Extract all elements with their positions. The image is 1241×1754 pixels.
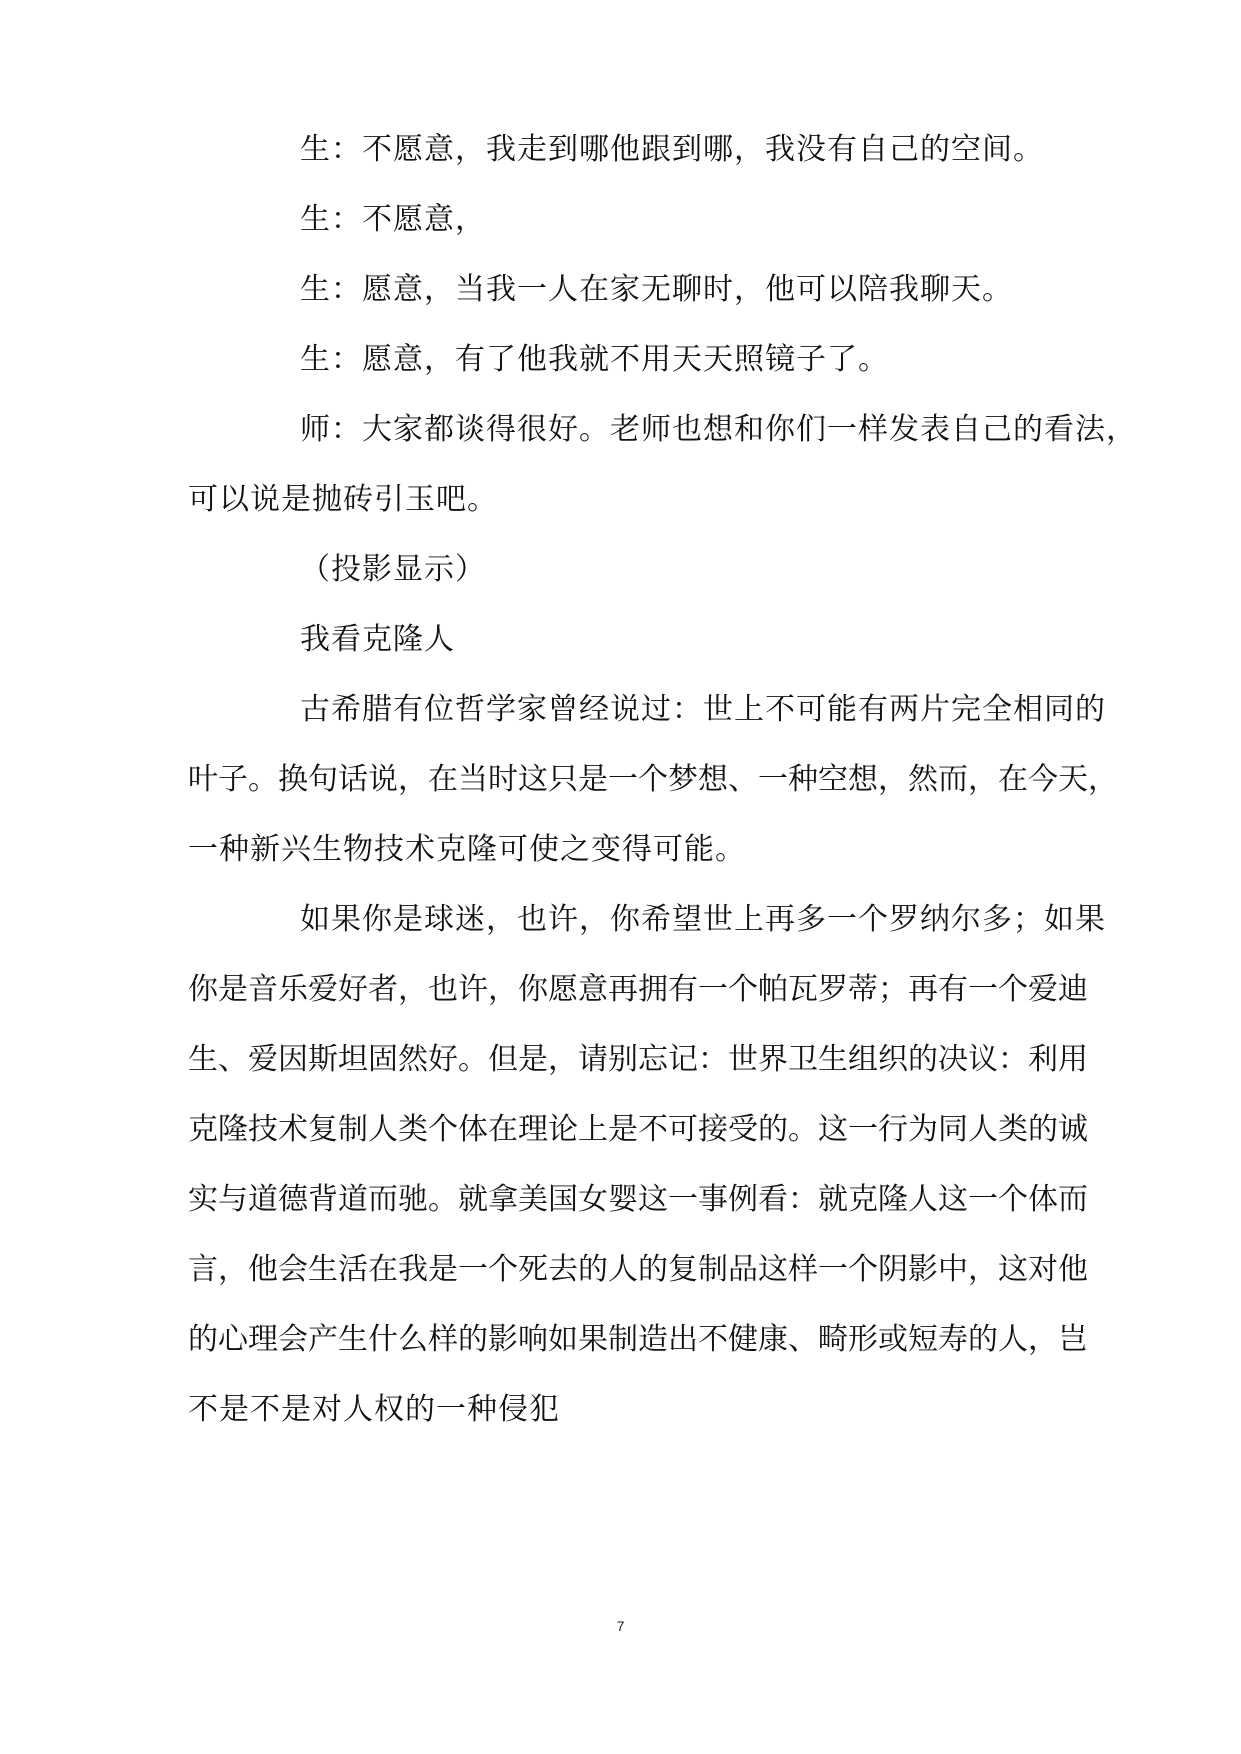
- projection-note: （投影显示）: [300, 552, 486, 587]
- teacher-line-1: 师：大家都谈得很好。老师也想和你们一样发表自己的看法，: [300, 412, 1137, 447]
- paragraph-1-line-2: 叶子。换句话说，在当时这只是一个梦想、一种空想，然而，在今天，: [188, 762, 1118, 797]
- paragraph-2-line-6: 言，他会生活在我是一个死去的人的复制品这样一个阴影中，这对他: [188, 1252, 1088, 1287]
- dialogue-line-3: 生：愿意，当我一人在家无聊时，他可以陪我聊天。: [300, 272, 1013, 307]
- dialogue-line-2: 生：不愿意，: [300, 202, 486, 237]
- page-number: 7: [616, 1618, 625, 1634]
- paragraph-2-line-5: 实与道德背道而驰。就拿美国女婴这一事例看：就克隆人这一个体而: [188, 1182, 1088, 1217]
- paragraph-2-line-2: 你是音乐爱好者，也许，你愿意再拥有一个帕瓦罗蒂；再有一个爱迪: [188, 972, 1088, 1007]
- paragraph-2-line-4: 克隆技术复制人类个体在理论上是不可接受的。这一行为同人类的诚: [188, 1112, 1088, 1147]
- paragraph-1-line-1: 古希腊有位哲学家曾经说过：世上不可能有两片完全相同的: [300, 692, 1106, 727]
- dialogue-line-4: 生：愿意，有了他我就不用天天照镜子了。: [300, 342, 889, 377]
- teacher-line-2: 可以说是抛砖引玉吧。: [188, 482, 498, 517]
- paragraph-2-line-1: 如果你是球迷，也许，你希望世上再多一个罗纳尔多；如果: [300, 902, 1106, 937]
- dialogue-line-1: 生：不愿意，我走到哪他跟到哪，我没有自己的空间。: [300, 132, 1044, 167]
- paragraph-2-line-3: 生、爱因斯坦固然好。但是，请别忘记：世界卫生组织的决议：利用: [188, 1042, 1088, 1077]
- paragraph-1-line-3: 一种新兴生物技术克隆可使之变得可能。: [188, 832, 746, 867]
- essay-title: 我看克隆人: [300, 622, 455, 657]
- paragraph-2-line-8: 不是不是对人权的一种侵犯: [188, 1392, 560, 1427]
- paragraph-2-line-7: 的心理会产生什么样的影响如果制造出不健康、畸形或短寿的人，岂: [188, 1322, 1088, 1357]
